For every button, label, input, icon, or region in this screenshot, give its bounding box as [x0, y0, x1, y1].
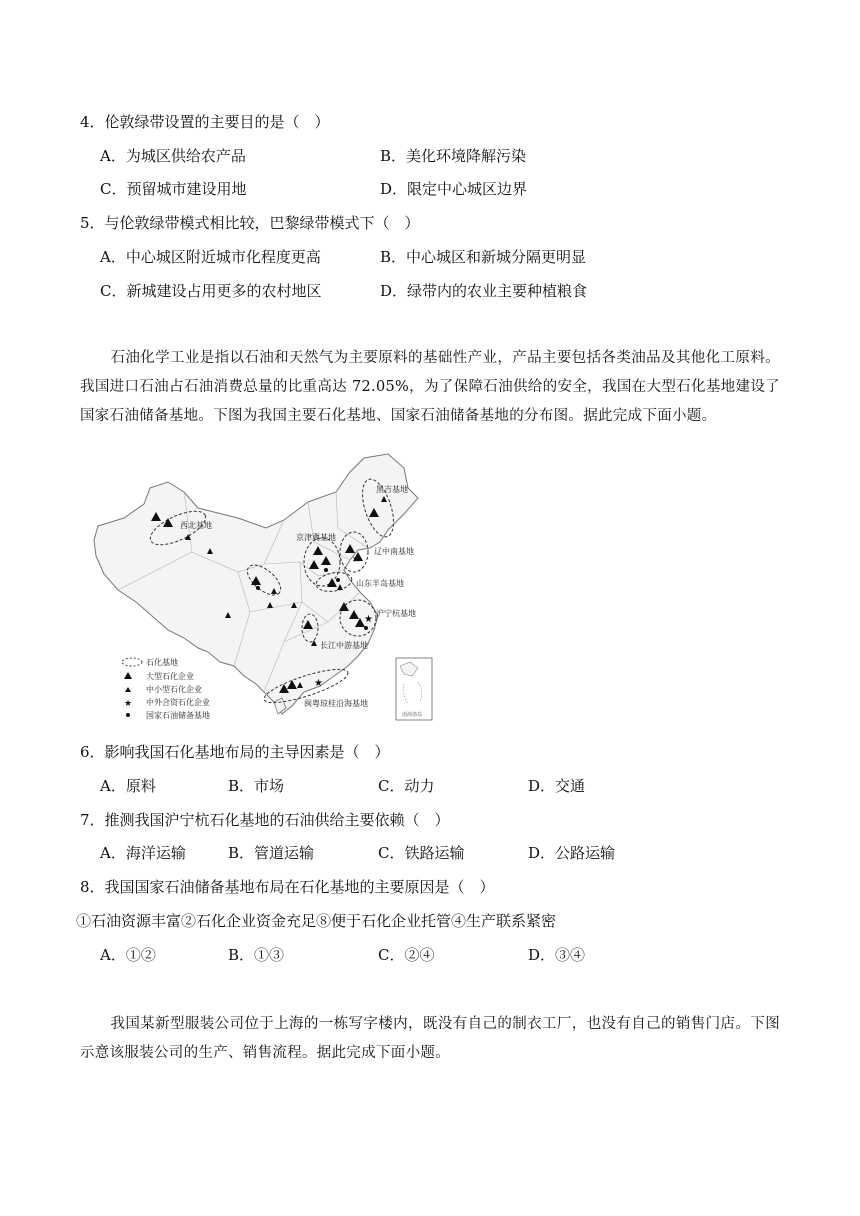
- passage-clothing-company: 我国某新型服装公司位于上海的一栋写字楼内，既没有自己的制衣工厂，也没有自己的销售门店。下图示意该服装公司的生产、销售流程。据此完成下面小题。: [80, 1016, 780, 1061]
- legend-jv: 中外合资石化企业: [146, 698, 210, 707]
- label-heiji: 黑吉基地: [376, 485, 408, 494]
- legend-large: 大型石化企业: [146, 672, 194, 681]
- q4-option-c: C．预留城市建设用地: [100, 180, 247, 198]
- q7-option-a: A．海洋运输: [100, 844, 186, 862]
- q7-stem: 7．推测我国沪宁杭石化基地的石油供给主要依赖（ ）: [80, 811, 450, 829]
- q8-option-a: A．①②: [100, 946, 156, 964]
- label-xibei: 西北基地: [180, 521, 212, 530]
- reserve-base-marker: [256, 586, 260, 590]
- inset-label: 南海诸岛: [402, 712, 423, 718]
- q4-stem: 4．伦敦绿带设置的主要目的是（ ）: [80, 113, 330, 131]
- label-huningshang: 沪宁杭基地: [376, 609, 416, 618]
- q6-option-d: D．交通: [528, 777, 586, 795]
- q4-option-a: A．为城区供给农产品: [100, 147, 246, 165]
- legend-medium: 中小型石化企业: [146, 685, 202, 694]
- q8-stem: 8．我国国家石油储备基地布局在石化基地的主要原因是（ ）: [80, 878, 495, 896]
- q5-option-d: D．绿带内的农业主要种植粮食: [380, 282, 588, 300]
- q8-option-c: C．②④: [378, 946, 435, 964]
- legend-base: 石化基地: [146, 658, 178, 667]
- q6-option-b: B．市场: [228, 777, 285, 795]
- q8-option-d: D．③④: [528, 946, 586, 964]
- q7-option-b: B．管道运输: [228, 844, 315, 862]
- q6-stem: 6．影响我国石化基地布局的主导因素是（ ）: [80, 743, 390, 761]
- reserve-base-marker: [364, 626, 368, 630]
- jv-enterprise-marker: ★: [314, 678, 323, 689]
- q5-option-a: A．中心城区附近城市化程度更高: [100, 248, 321, 266]
- reserve-base-marker: [336, 578, 340, 582]
- jv-enterprise-marker: ★: [352, 554, 361, 565]
- jv-enterprise-marker: ★: [364, 614, 373, 625]
- q7-option-c: C．铁路运输: [378, 844, 465, 862]
- q4-option-b: B．美化环境降解污染: [380, 147, 527, 165]
- q6-option-a: A．原料: [100, 777, 156, 795]
- q8-items: ①石油资源丰富②石化企业资金充足⑧便于石化企业托管④生产联系紧密: [76, 912, 557, 930]
- label-jingjinji: 京津冀基地: [296, 533, 336, 542]
- label-liaozhongnan: 辽中南基地: [374, 547, 414, 556]
- south-sea-inset: [396, 658, 432, 720]
- label-minyue: 闽粤琼桂沿海基地: [304, 699, 368, 708]
- legend-reserve: 国家石油储备基地: [146, 711, 210, 720]
- q5-option-c: C．新城建设占用更多的农村地区: [100, 282, 322, 300]
- q8-option-b: B．①③: [228, 946, 285, 964]
- svg-text:★: ★: [124, 699, 133, 709]
- q6-option-c: C．动力: [378, 777, 435, 795]
- q5-option-b: B．中心城区和新城分隔更明显: [380, 248, 587, 266]
- q5-stem: 5．与伦敦绿带模式相比较，巴黎绿带模式下（ ）: [80, 214, 420, 232]
- passage-petrochemical: 石油化学工业是指以石油和天然气为主要原料的基础性产业，产品主要包括各类油品及其他化工原料。我国进口石油占石油消费总量的比重高达 72.05%，为了保障石油供给的安全，我国在大型石化基地建设了国家石油储备基地。下图为我国主要石化基地、国家石油储备基地的分布图。据此完成下面小题。: [80, 350, 780, 424]
- label-shandong: 山东半岛基地: [356, 579, 404, 588]
- q4-option-d: D．限定中心城区边界: [380, 180, 528, 198]
- china-petrochemical-map: [88, 452, 440, 722]
- q7-option-d: D．公路运输: [528, 844, 616, 862]
- label-changjiang: 长江中游基地: [320, 641, 368, 650]
- reserve-base-marker: [324, 568, 328, 572]
- map-legend: [122, 657, 210, 720]
